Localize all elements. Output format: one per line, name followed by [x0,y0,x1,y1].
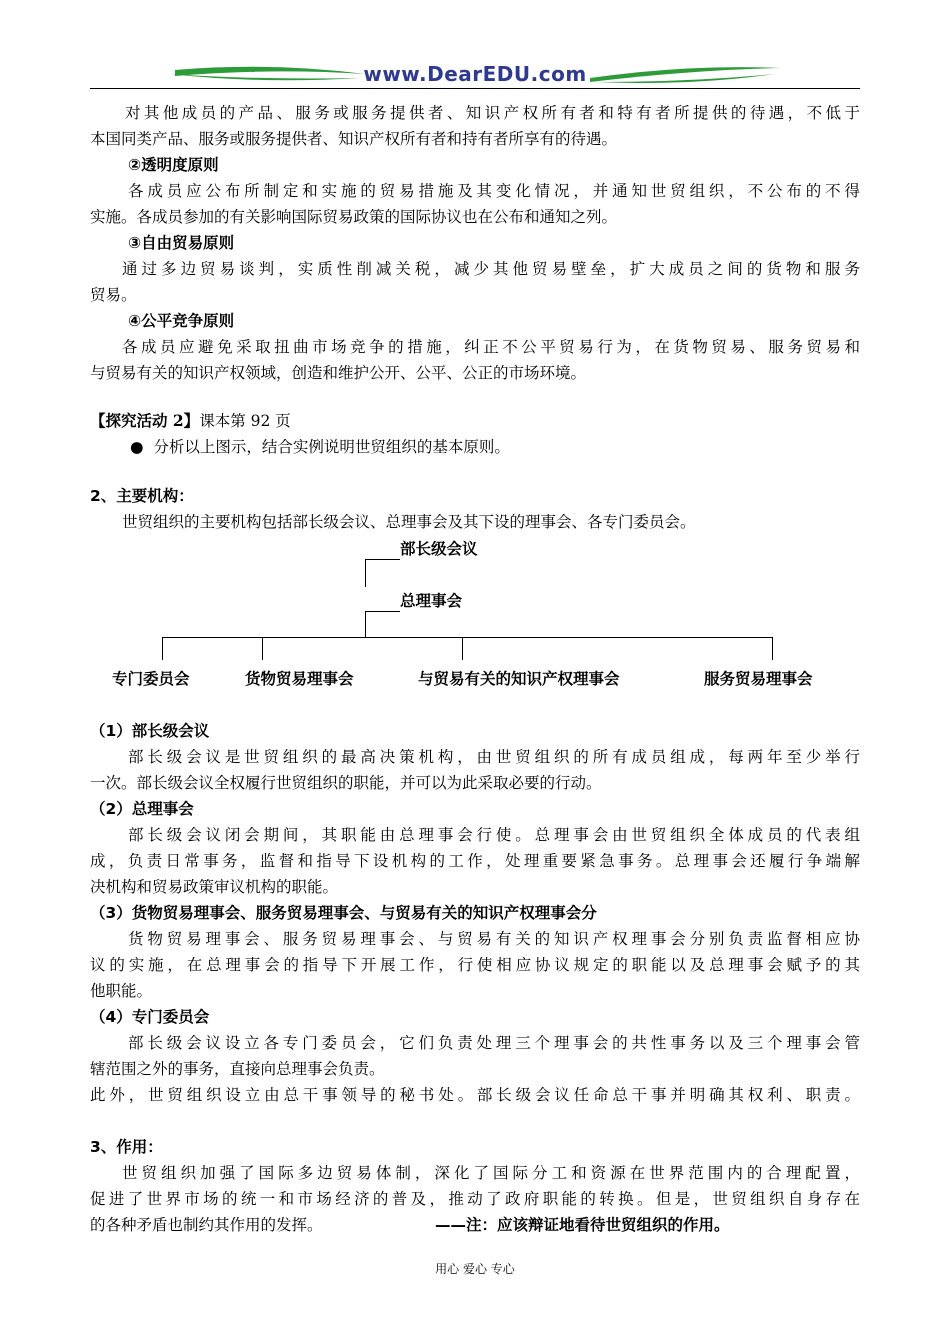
note-text: ——注：应该辩证地看待世贸组织的作用。 [435,1216,730,1234]
section-heading: 3、作用： [90,1138,163,1156]
org-connector [772,637,773,660]
org-chart [90,535,870,705]
paragraph-line: 各成员应公布所制定和实施的贸易措施及其变化情况，并通知世贸组织，不公布的不得 [128,182,860,200]
activity-line [90,408,291,434]
org-connector [262,637,263,660]
paragraph-line: 部长级会议设立各专门委员会，它们负责处理三个理事会的共性事务以及三个理事会管 [128,1034,860,1052]
subsection-heading: （1）部长级会议 [90,722,210,740]
paragraph-line: 此外，世贸组织设立由总干事领导的秘书处。部长级会议任命总干事并明确其权利、职责。 [90,1086,860,1104]
org-node-general-council: 总理事会 [400,592,463,610]
org-connector [162,637,163,660]
bullet-icon: ● [130,438,144,456]
header-rule [90,88,860,89]
org-connector [462,637,463,660]
activity-text: 分析以上图示，结合实例说明世贸组织的基本原则。 [153,438,510,456]
paragraph-line: 议的实施，在总理事会的指导下开展工作，行使相应协议规定的职能以及总理事会赋予的其 [90,956,860,974]
paragraph-line: 实施。各成员参加的有关影响国际贸易政策的国际协议也在公布和通知之列。 [90,208,618,226]
paragraph-line: 的各种矛盾也制约其作用的发挥。 [90,1216,323,1234]
org-node-committees: 专门委员会 [112,670,190,688]
paragraph-line: 贸易。 [90,286,137,304]
paragraph-line: 与贸易有关的知识产权领域，创造和维护公开、公平、公正的市场环境。 [90,364,587,382]
subsection-heading: （3）货物贸易理事会、服务贸易理事会、与贸易有关的知识产权理事会分 [90,904,597,922]
org-connector [365,611,400,612]
site-logo-text: www.DearEDU.com [363,62,587,86]
org-node-trips-council: 与贸易有关的知识产权理事会 [418,670,620,688]
activity-bullet-line [130,434,510,460]
org-connector [365,559,400,560]
activity-tag: 【探究活动 2】 [90,411,200,430]
paragraph-line: 世贸组织加强了国际多边贸易体制，深化了国际分工和资源在世界范围内的合理配置， [122,1164,860,1182]
org-connector [365,559,366,587]
principle-heading: ③自由贸易原则 [128,234,235,252]
section-heading: 2、主要机构： [90,487,194,505]
paragraph-line: 各成员应避免采取扭曲市场竞争的措施，纠正不公平贸易行为，在货物贸易、服务贸易和 [122,338,860,356]
org-node-services-council: 服务贸易理事会 [704,670,813,688]
paragraph-line: 成，负责日常事务，监督和指导下设机构的工作，处理重要紧急事务。总理事会还履行争端解 [90,852,860,870]
page-footer: 用心 爱心 专心 [435,1262,515,1276]
paragraph-line: 部长级会议闭会期间，其职能由总理事会行使。总理事会由世贸组织全体成员的代表组 [128,826,860,844]
org-connector [365,611,366,637]
paragraph-line: 辖范围之外的事务，直接向总理事会负责。 [90,1060,385,1078]
subsection-heading: （4）专门委员会 [90,1008,210,1026]
org-connector [162,637,772,638]
principle-heading: ②透明度原则 [128,156,219,174]
paragraph-line: 部长级会议是世贸组织的最高决策机构，由世贸组织的所有成员组成，每两年至少举行 [128,748,860,766]
org-node-goods-council: 货物贸易理事会 [245,670,354,688]
paragraph-line: 促进了世界市场的统一和市场经济的普及，推动了政府职能的转换。但是，世贸组织自身存在 [90,1190,860,1208]
paragraph-line: 本国同类产品、服务或服务提供者、知识产权所有者和持有者所享有的待遇。 [90,130,618,148]
paragraph-line: 决机构和贸易政策审议机构的职能。 [90,878,339,896]
org-node-ministerial: 部长级会议 [400,540,478,558]
paragraph-line: 对其他成员的产品、服务或服务提供者、知识产权所有者和特有者所提供的待遇，不低于 [125,104,860,122]
paragraph-line: 货物贸易理事会、服务贸易理事会、与贸易有关的知识产权理事会分别负责监督相应协 [128,930,860,948]
activity-ref: 课本第 92 页 [199,412,291,430]
paragraph-line: 世贸组织的主要机构包括部长级会议、总理事会及其下设的理事会、各专门委员会。 [122,513,696,531]
paragraph-line: 一次。部长级会议全权履行世贸组织的职能，并可以为此采取必要的行动。 [90,774,602,792]
paragraph-line: 通过多边贸易谈判，实质性削减关税，减少其他贸易壁垒，扩大成员之间的货物和服务 [122,260,860,278]
subsection-heading: （2）总理事会 [90,800,194,818]
principle-heading: ④公平竞争原则 [128,312,235,330]
paragraph-line: 他职能。 [90,982,153,1000]
